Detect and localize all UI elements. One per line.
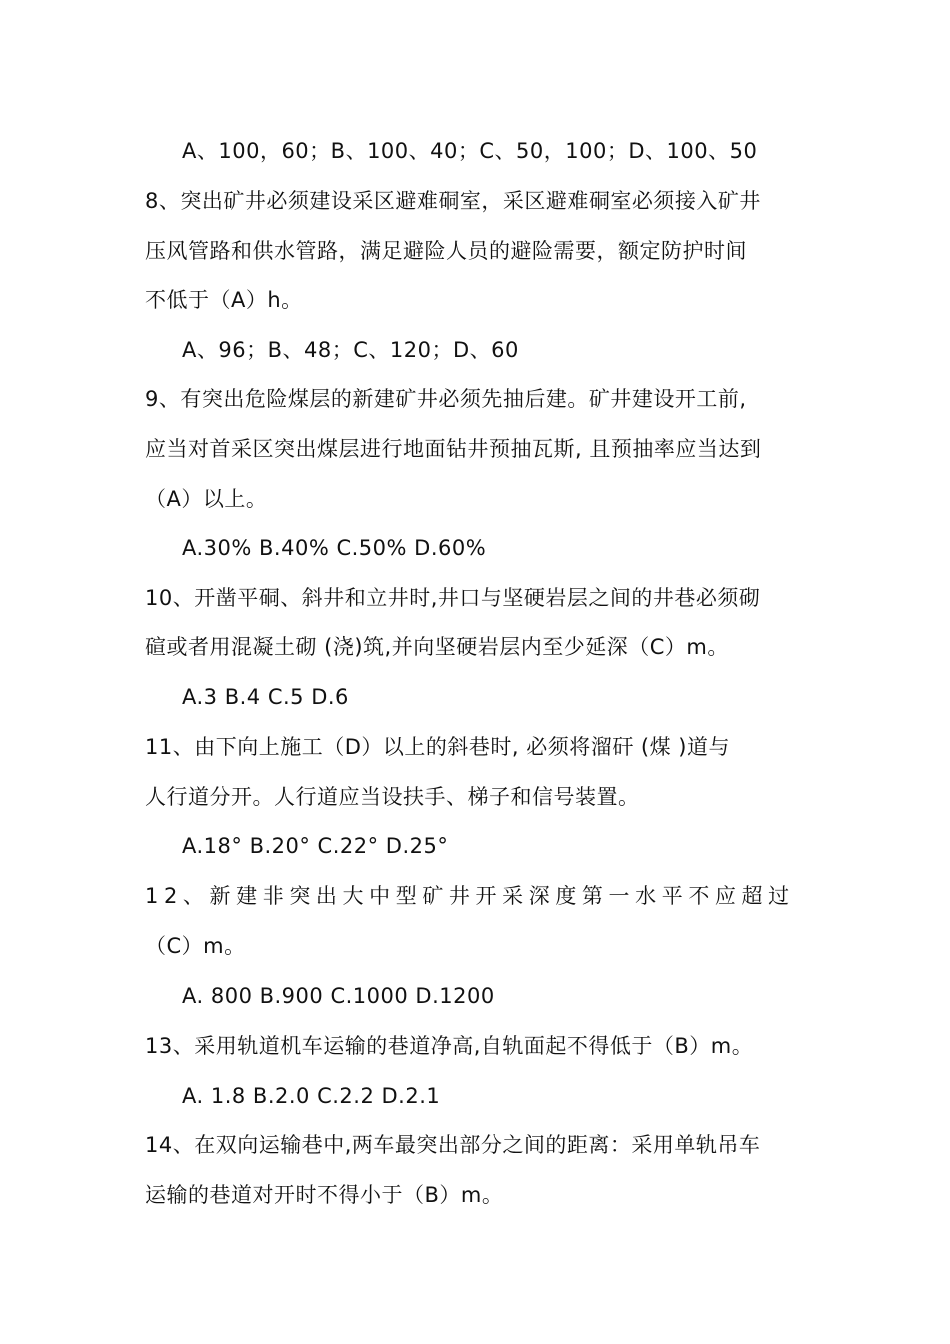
q13-text: 13、采用轨道机车运输的巷道净高,自轨面起不得低于（B）m。 [145,1034,754,1058]
q9-text-line-3: （A）以上。 [145,487,268,511]
q10-text-line-2: 碹或者用混凝土砌 (浇)筑,并向坚硬岩层内至少延深（C）m。 [145,635,729,659]
q10-text-line-1: 10、开凿平硐、斜井和立井时,井口与坚硬岩层之间的井巷必须砌 [145,586,761,610]
q8-options: A、96；B、48；C、120；D、60 [182,338,519,362]
q8-text-line-2: 压风管路和供水管路，满足避险人员的避险需要，额定防护时间 [145,239,747,263]
q13-options: A. 1.8 B.2.0 C.2.2 D.2.1 [182,1084,441,1108]
q8-text-line-3: 不低于（A）h。 [145,288,303,312]
q12-options: A. 800 B.900 C.1000 D.1200 [182,984,495,1008]
q14-text-line-1: 14、在双向运输巷中,两车最突出部分之间的距离：采用单轨吊车 [145,1133,761,1157]
q10-options: A.3 B.4 C.5 D.6 [182,685,349,709]
q8-text-line-1: 8、突出矿井必须建设采区避难硐室，采区避难硐室必须接入矿井 [145,189,761,213]
q11-text-line-2: 人行道分开。人行道应当设扶手、梯子和信号装置。 [145,785,640,809]
q11-options: A.18° B.20° C.22° D.25° [182,834,449,858]
q12-text-line-1: 12、新建非突出大中型矿井开采深度第一水平不应超过 [145,884,795,908]
q9-options: A.30% B.40% C.50% D.60% [182,536,487,560]
q11-text-line-1: 11、由下向上施工（D）以上的斜巷时, 必须将溜矸 (煤 )道与 [145,735,730,759]
q9-text-line-1: 9、有突出危险煤层的新建矿井必须先抽后建。矿井建设开工前, [145,387,747,411]
q12-text-line-2: （C）m。 [145,934,246,958]
q7-options: A、100，60；B、100、40；C、50，100；D、100、50 [182,139,758,163]
q9-text-line-2: 应当对首采区突出煤层进行地面钻井预抽瓦斯, 且预抽率应当达到 [145,437,762,461]
q14-text-line-2: 运输的巷道对开时不得小于（B）m。 [145,1183,504,1207]
